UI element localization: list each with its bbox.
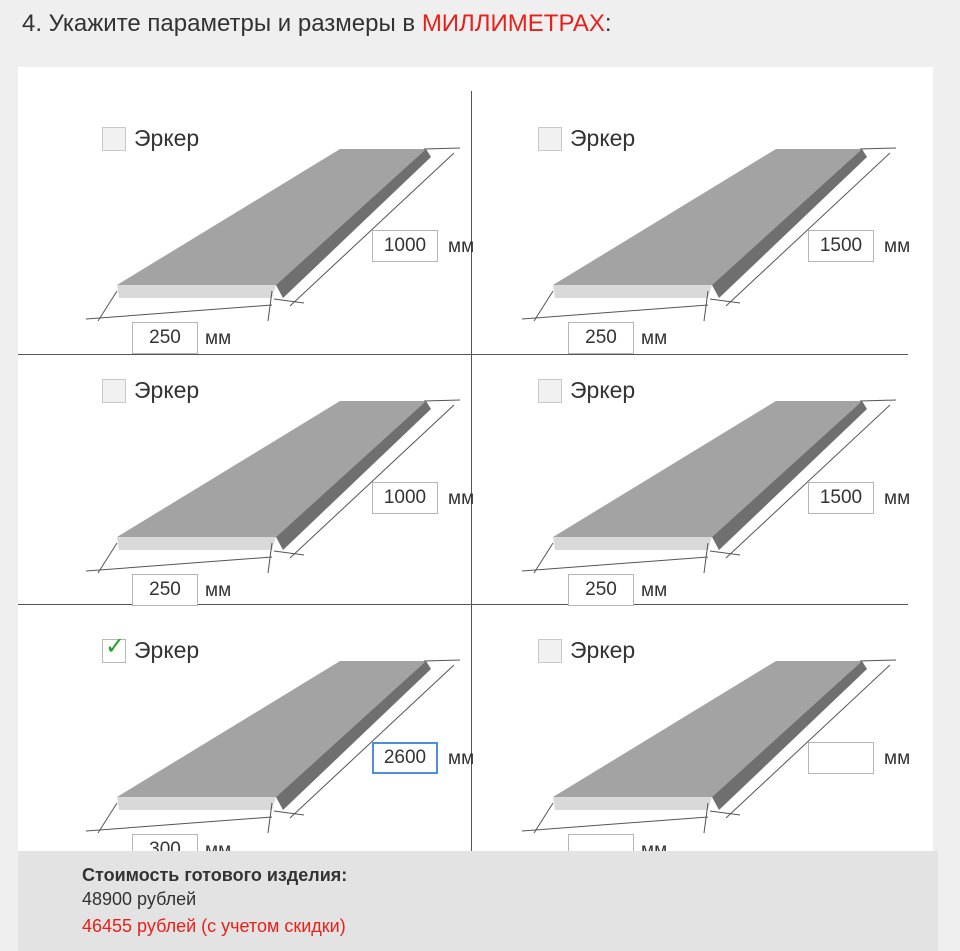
length-input[interactable] xyxy=(372,482,438,514)
erker-label: Эркер xyxy=(570,125,636,151)
erker-checkbox[interactable] xyxy=(538,379,562,403)
length-input[interactable] xyxy=(808,230,874,262)
erker-checkbox-group[interactable] xyxy=(102,125,199,152)
length-input[interactable] xyxy=(372,742,438,774)
sill-config-cell xyxy=(478,607,914,857)
sill-config-cell xyxy=(42,95,478,349)
width-input[interactable] xyxy=(568,574,634,606)
price-summary xyxy=(18,851,938,951)
erker-label: Эркер xyxy=(134,637,200,663)
width-input[interactable] xyxy=(132,574,198,606)
sill-config-cell xyxy=(478,95,914,349)
erker-checkbox-group[interactable] xyxy=(538,377,635,404)
length-input[interactable] xyxy=(372,230,438,262)
length-unit-label: мм xyxy=(448,748,475,769)
summary-discount-price: 46455 рублей (с учетом скидки) xyxy=(82,916,346,936)
length-unit-label: мм xyxy=(884,748,911,769)
erker-checkbox-group[interactable] xyxy=(538,125,635,152)
width-unit-label: мм xyxy=(205,580,232,601)
length-input[interactable] xyxy=(808,742,874,774)
erker-checkbox[interactable] xyxy=(538,127,562,151)
erker-checkbox[interactable] xyxy=(102,127,126,151)
erker-checkbox[interactable] xyxy=(102,379,126,403)
width-unit-label: мм xyxy=(641,580,668,601)
erker-label: Эркер xyxy=(134,125,200,151)
erker-checkbox-group[interactable] xyxy=(102,377,199,404)
summary-price: 48900 рублей xyxy=(82,889,197,909)
erker-checkbox-group[interactable] xyxy=(538,637,635,664)
sill-config-cell xyxy=(478,347,914,601)
width-unit-label: мм xyxy=(641,328,668,349)
sill-config-cell xyxy=(42,347,478,601)
sill-config-cell xyxy=(42,607,478,857)
erker-label: Эркер xyxy=(134,377,200,403)
width-unit-label: мм xyxy=(205,328,232,349)
checkmark-icon: ✓ xyxy=(105,631,126,660)
heading-suffix: : xyxy=(604,10,612,37)
heading-accent: МИЛЛИМЕТРАХ xyxy=(421,10,605,37)
erker-checkbox-group[interactable] xyxy=(102,631,200,664)
erker-checkbox[interactable] xyxy=(102,631,126,663)
length-input[interactable] xyxy=(808,482,874,514)
section-heading xyxy=(22,10,612,38)
length-unit-label: мм xyxy=(884,488,911,509)
heading-prefix: 4. Укажите параметры и размеры в xyxy=(22,10,422,37)
erker-label: Эркер xyxy=(570,377,636,403)
summary-title: Стоимость готового изделия: xyxy=(82,865,348,885)
length-unit-label: мм xyxy=(448,236,475,257)
sill-options-panel xyxy=(18,67,933,951)
length-unit-label: мм xyxy=(448,488,475,509)
length-unit-label: мм xyxy=(884,236,911,257)
erker-checkbox[interactable] xyxy=(538,639,562,663)
erker-label: Эркер xyxy=(570,637,636,663)
